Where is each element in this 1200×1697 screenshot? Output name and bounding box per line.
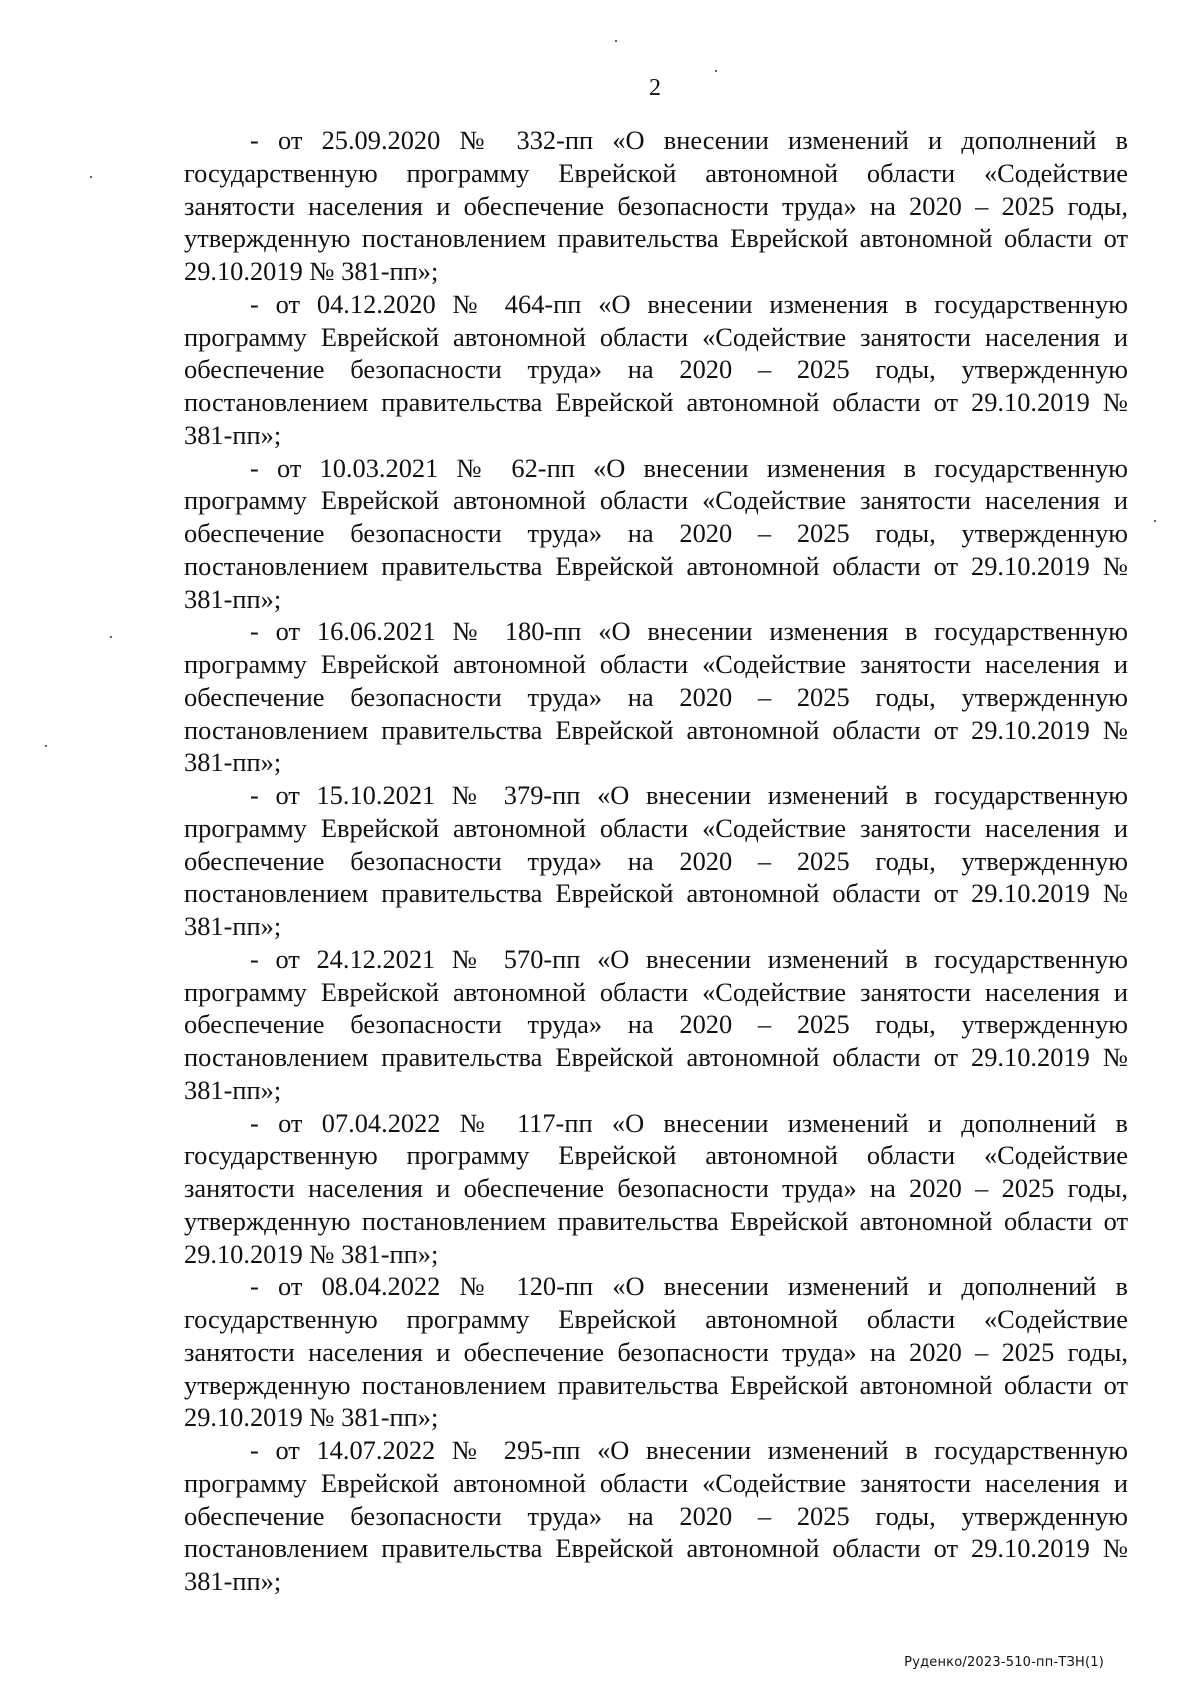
amendment-paragraph: - от 07.04.2022 № 117-пп «О внесении изменений и дополнений в государственную программу Еврейской автономной области «Содействие занятости населения и обеспечение безопасности труда» на 2020 – 2025 годы, утвержденную постановлением правительства Еврейской автономной области от 29.10.2019 № 381-пп»;: [184, 1107, 1128, 1269]
scan-speck: [615, 40, 617, 42]
amendment-paragraph: - от 24.12.2021 № 570-пп «О внесении изменений в государственную программу Еврейской автономной области «Содействие занятости населения и обеспечение безопасности труда» на 2020 – 2025 годы, утвержденную постановлением правительства Еврейской автономной области от 29.10.2019 № 381-пп»;: [184, 943, 1128, 1105]
scan-speck: [110, 636, 112, 638]
amendment-paragraph: - от 16.06.2021 № 180-пп «О внесении изменения в государственную программу Еврейской автономной области «Содействие занятости населения и обеспечение безопасности труда» на 2020 – 2025 годы, утвержденную постановлением правительства Еврейской автономной области от 29.10.2019 № 381-пп»;: [184, 616, 1128, 778]
amendment-paragraph: - от 14.07.2022 № 295-пп «О внесении изменений в государственную программу Еврейской автономной области «Содействие занятости населения и обеспечение безопасности труда» на 2020 – 2025 годы, утвержденную постановлением правительства Еврейской автономной области от 29.10.2019 № 381-пп»;: [184, 1435, 1128, 1596]
page-number: 2: [649, 75, 661, 101]
scan-speck: [90, 176, 92, 178]
scan-speck: [715, 70, 717, 72]
amendment-paragraph: - от 15.10.2021 № 379-пп «О внесении изменений в государственную программу Еврейской автономной области «Содействие занятости населения и обеспечение безопасности труда» на 2020 – 2025 годы, утвержденную постановлением правительства Еврейской автономной области от 29.10.2019 № 381-пп»;: [184, 780, 1128, 941]
document-body: [184, 124, 1128, 1598]
scan-speck: [1154, 520, 1156, 522]
document-footer-code: Руденко/2023-510-пп-ТЗН(1): [904, 1655, 1104, 1670]
amendment-paragraph: - от 10.03.2021 № 62-пп «О внесении изменения в государственную программу Еврейской автономной области «Содействие занятости населения и обеспечение безопасности труда» на 2020 – 2025 годы, утвержденную постановлением правительства Еврейской автономной области от 29.10.2019 № 381-пп»;: [184, 452, 1128, 614]
amendment-paragraph: - от 08.04.2022 № 120-пп «О внесении изменений и дополнений в государственную программу Еврейской автономной области «Содействие занятости населения и обеспечение безопасности труда» на 2020 – 2025 годы, утвержденную постановлением правительства Еврейской автономной области от 29.10.2019 № 381-пп»;: [184, 1271, 1128, 1433]
amendment-paragraph: - от 25.09.2020 № 332-пп «О внесении изменений и дополнений в государственную программу Еврейской автономной области «Содействие занятости населения и обеспечение безопасности труда» на 2020 – 2025 годы, утвержденную постановлением правительства Еврейской автономной области от 29.10.2019 № 381-пп»;: [184, 125, 1128, 286]
scan-speck: [45, 745, 47, 747]
amendment-paragraph: - от 04.12.2020 № 464-пп «О внесении изменения в государственную программу Еврейской автономной области «Содействие занятости населения и обеспечение безопасности труда» на 2020 – 2025 годы, утвержденную постановлением правительства Еврейской автономной области от 29.10.2019 № 381-пп»;: [184, 288, 1128, 450]
